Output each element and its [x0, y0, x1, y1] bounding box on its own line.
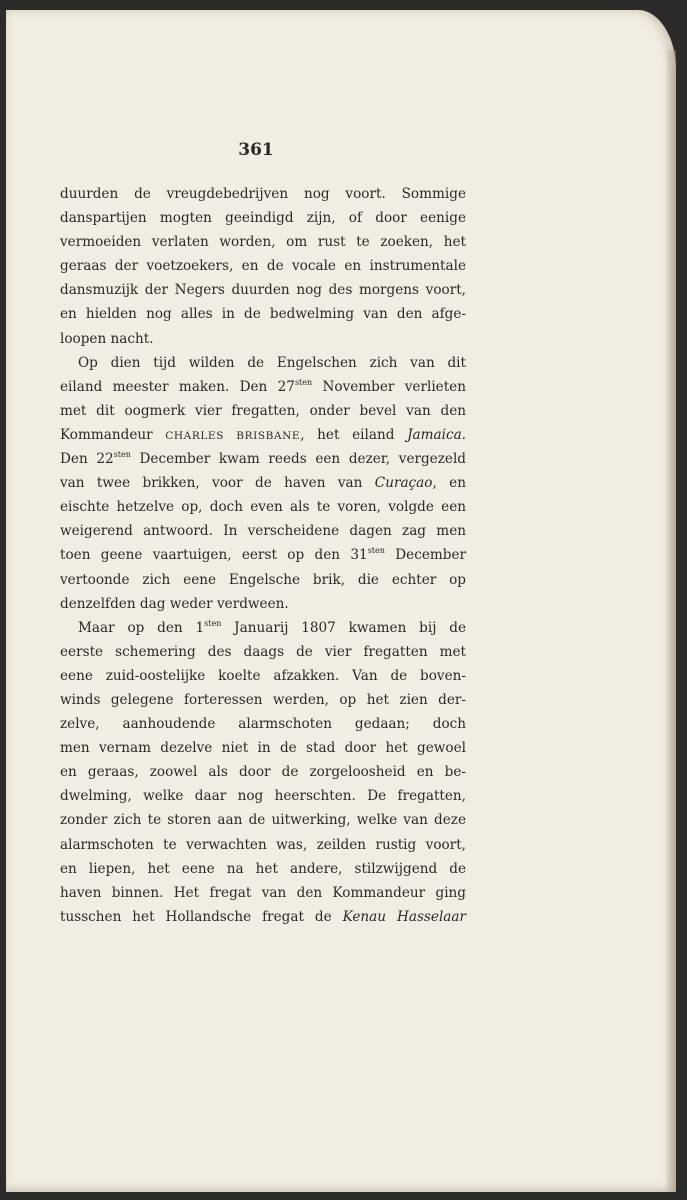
text-line: [60, 760, 466, 784]
italic-name: Curaçao: [374, 475, 433, 492]
text-run: van twee brikken, voor de haven van: [60, 475, 375, 492]
text-run: dansmuzijk der Negers duurden nog des morgens voort,: [60, 282, 466, 299]
text-run: en liepen, het eene na het andere, stilzwijgend de: [60, 860, 466, 877]
text-run: zonder zich te storen aan de uitwerking, welke van deze: [60, 812, 466, 829]
italic-name: Kenau Hasselaar: [342, 908, 466, 925]
text-line: [60, 447, 466, 471]
text-run: December kwam reeds een dezer, vergezeld: [130, 451, 466, 468]
ordinal-superscript: sten: [294, 377, 313, 387]
text-run: tusschen het Hollandsche fregat de: [60, 908, 343, 925]
text-run: Den 22: [60, 451, 114, 468]
text-line: [60, 905, 466, 929]
text-line: [60, 302, 466, 326]
text-line: [60, 375, 466, 399]
text-run: en geraas, zoowel als door de zorgeloosheid en be-: [60, 764, 466, 781]
text-line: [60, 616, 466, 640]
text-run: eene zuid-oostelijke koelte afzakken. Van de boven-: [60, 667, 466, 684]
text-run: geraas der voetzoekers, en de vocale en instrumentale: [60, 258, 466, 275]
text-run: eiland meester maken. Den 27: [60, 378, 295, 395]
text-run: , het eiland: [300, 426, 408, 443]
text-line: [60, 857, 466, 881]
italic-name: Jamaica.: [407, 426, 466, 443]
text-run: , en: [432, 475, 466, 492]
ordinal-superscript: sten: [367, 546, 385, 556]
text-run: dwelming, welke daar nog heerschten. De fregatten,: [60, 788, 466, 805]
text-run: December: [384, 547, 467, 564]
text-run: danspartijen mogten geeindigd zijn, of door eenige: [60, 210, 466, 227]
text-run: November verlieten: [312, 378, 466, 395]
text-run: winds gelegene forteressen werden, op het zien der-: [60, 691, 466, 708]
small-caps-name: CHARLES BRISBANE: [165, 429, 301, 442]
text-run: denzelfden dag weder verdween.: [60, 595, 289, 612]
text-line: [60, 495, 466, 519]
text-run: weigerend antwoord. In verscheidene dagen zag men: [60, 523, 466, 540]
text-line: [60, 833, 466, 857]
text-run: vermoeiden verlaten worden, om rust te zoeken, het: [60, 234, 466, 251]
text-line: [60, 640, 466, 664]
text-run: met dit oogmerk vier fregatten, onder bevel van den: [60, 402, 466, 419]
text-line: [60, 519, 466, 543]
text-run: eischte hetzelve op, doch even als te voren, volgde een: [60, 499, 466, 516]
text-run: loopen nacht.: [60, 330, 154, 347]
text-run: toen geene vaartuigen, eerst op den 31: [60, 547, 368, 564]
text-line: [60, 206, 466, 230]
book-page: [6, 10, 676, 1192]
text-run: en hielden nog alles in de bedwelming van den afge-: [60, 306, 466, 323]
text-line: [60, 712, 466, 736]
text-line: [60, 230, 466, 254]
text-run: eerste schemering des daags de vier fregatten met: [60, 643, 466, 660]
text-line: [60, 688, 466, 712]
page-number: 361: [238, 140, 274, 160]
text-line: [60, 664, 466, 688]
text-run: haven binnen. Het fregat van den Kommandeur ging: [60, 884, 466, 901]
text-line: [60, 351, 466, 375]
text-line: [60, 592, 466, 616]
text-run: Kommandeur: [60, 426, 166, 443]
text-line: [60, 423, 466, 447]
text-run: alarmschoten te verwachten was, zeilden rustig voort,: [60, 836, 466, 853]
text-run: men vernam dezelve niet in de stad door het gewoel: [60, 740, 466, 757]
text-line: [60, 736, 466, 760]
ordinal-superscript: sten: [204, 618, 222, 628]
text-line: [60, 254, 466, 278]
text-line: [60, 278, 466, 302]
text-line: [60, 543, 466, 567]
text-run: Maar op den 1: [78, 619, 205, 636]
text-line: [60, 471, 466, 495]
text-line: [60, 327, 466, 351]
text-line: [60, 881, 466, 905]
text-line: [60, 182, 466, 206]
text-run: zelve, aanhoudende alarmschoten gedaan; doch: [60, 716, 466, 733]
text-line: [60, 399, 466, 423]
ordinal-superscript: sten: [113, 450, 131, 460]
text-line: [60, 568, 466, 592]
body-text: [60, 182, 466, 929]
text-run: Op dien tijd wilden de Engelschen zich van dit: [78, 354, 466, 371]
page-edge: [666, 50, 676, 1192]
text-line: [60, 808, 466, 832]
text-run: Januarij 1807 kwamen bij de: [221, 619, 466, 636]
text-run: duurden de vreugdebedrijven nog voort. Sommige: [60, 186, 466, 202]
text-run: vertoonde zich eene Engelsche brik, die echter op: [60, 571, 466, 588]
text-line: [60, 784, 466, 808]
